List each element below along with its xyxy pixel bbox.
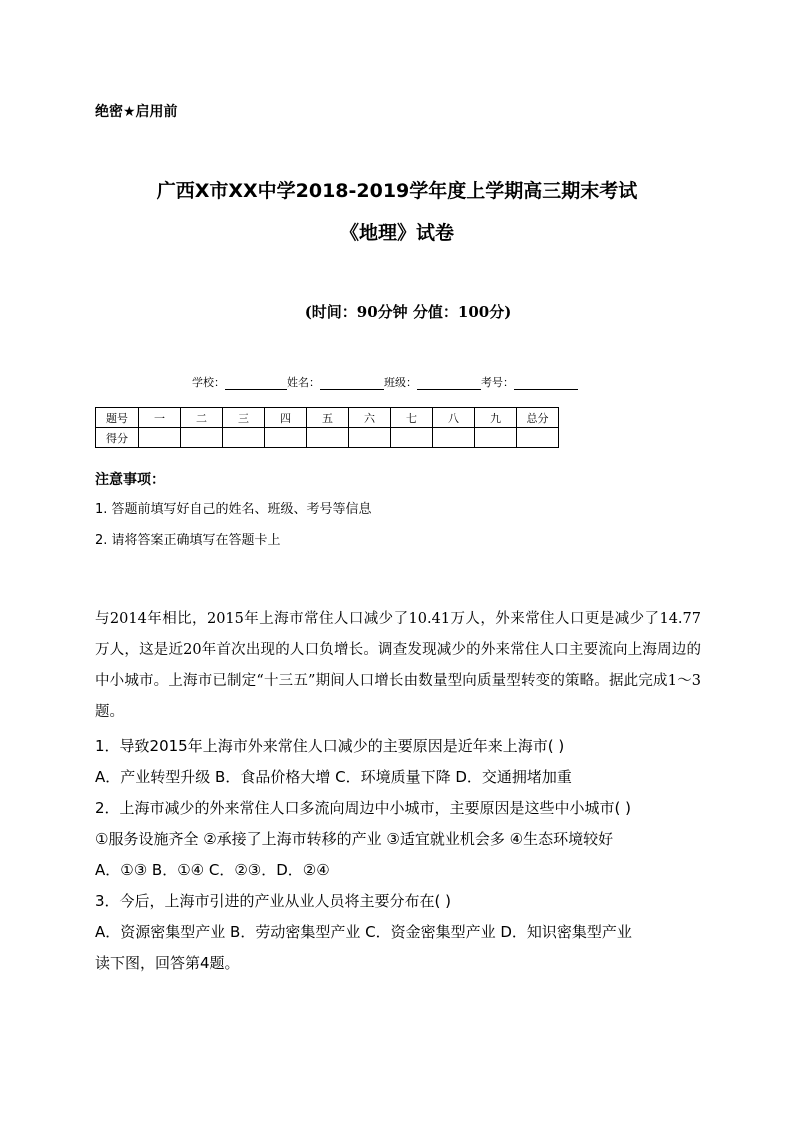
score-table-col: 三 [223, 408, 265, 428]
score-cell[interactable] [391, 428, 433, 448]
score-table-col: 总分 [517, 408, 559, 428]
question-3: 3．今后，上海市引进的产业从业人员将主要分布在( ) [95, 892, 452, 910]
score-cell[interactable] [475, 428, 517, 448]
reading-passage: 与2014年相比，2015年上海市常住人口减少了10.41万人，外来常住人口更是减少了14.77万人，这是近20年首次出现的人口负增长。调查发现减少的外来常住人口主要流向上海周边的中小城市。上海市已制定“十三五”期间人口增长由数量型向质量型转变的策略。据此完成1～3题。 [95, 611, 701, 720]
score-table-col: 九 [475, 408, 517, 428]
score-table-col: 二 [181, 408, 223, 428]
score-table [95, 407, 559, 448]
student-info-fields [192, 374, 578, 390]
question-3-options: A．资源密集型产业 B．劳动密集型产业 C．资金密集型产业 D．知识密集型产业 [95, 923, 632, 941]
score-table-col: 八 [433, 408, 475, 428]
score-table-header-row [96, 408, 559, 428]
exam-title: 广西X市XX中学2018-2019学年度上学期高三期末考试 [156, 180, 638, 202]
school-blank[interactable] [225, 377, 287, 390]
score-table-score-row [96, 428, 559, 448]
exam-subject: 《地理》试卷 [339, 222, 454, 244]
score-cell[interactable] [433, 428, 475, 448]
score-cell[interactable] [139, 428, 181, 448]
school-label: 学校： [192, 376, 225, 389]
name-blank[interactable] [320, 377, 384, 390]
score-table-header-label: 题号 [96, 408, 139, 428]
score-cell[interactable] [181, 428, 223, 448]
score-table-col: 一 [139, 408, 181, 428]
score-table-col: 六 [349, 408, 391, 428]
note-item: 1. 答题前填写好自己的姓名、班级、考号等信息 [95, 502, 372, 517]
question-1-options: A．产业转型升级 B．食品价格大增 C．环境质量下降 D．交通拥堵加重 [95, 768, 572, 786]
class-blank[interactable] [417, 377, 481, 390]
confidential-label: 绝密★启用前 [95, 104, 178, 120]
note-item: 2. 请将答案正确填写在答题卡上 [95, 533, 281, 548]
time-and-score-info: (时间：90分钟 分值：100分) [304, 303, 512, 321]
name-label: 姓名： [287, 376, 320, 389]
score-cell[interactable] [349, 428, 391, 448]
score-table-col: 七 [391, 408, 433, 428]
score-table-col: 四 [265, 408, 307, 428]
question-2: 2．上海市减少的外来常住人口多流向周边中小城市，主要原因是这些中小城市( ) [95, 799, 632, 817]
exam-no-blank[interactable] [514, 377, 578, 390]
score-cell[interactable] [517, 428, 559, 448]
score-table-row-label: 得分 [96, 428, 139, 448]
score-table-col: 五 [307, 408, 349, 428]
question-2-options: A．①③ B．①④ C．②③．D．②④ [95, 861, 330, 879]
exam-no-label: 考号： [481, 376, 514, 389]
score-cell[interactable] [265, 428, 307, 448]
score-cell[interactable] [307, 428, 349, 448]
score-cell[interactable] [223, 428, 265, 448]
question-2-statements: ①服务设施齐全 ②承接了上海市转移的产业 ③适宜就业机会多 ④生态环境较好 [95, 830, 614, 848]
notes-title: 注意事项： [95, 472, 165, 488]
class-label: 班级： [384, 376, 417, 389]
question-4-intro: 读下图，回答第4题。 [95, 954, 240, 972]
question-1: 1．导致2015年上海市外来常住人口减少的主要原因是近年来上海市( ) [95, 737, 565, 755]
